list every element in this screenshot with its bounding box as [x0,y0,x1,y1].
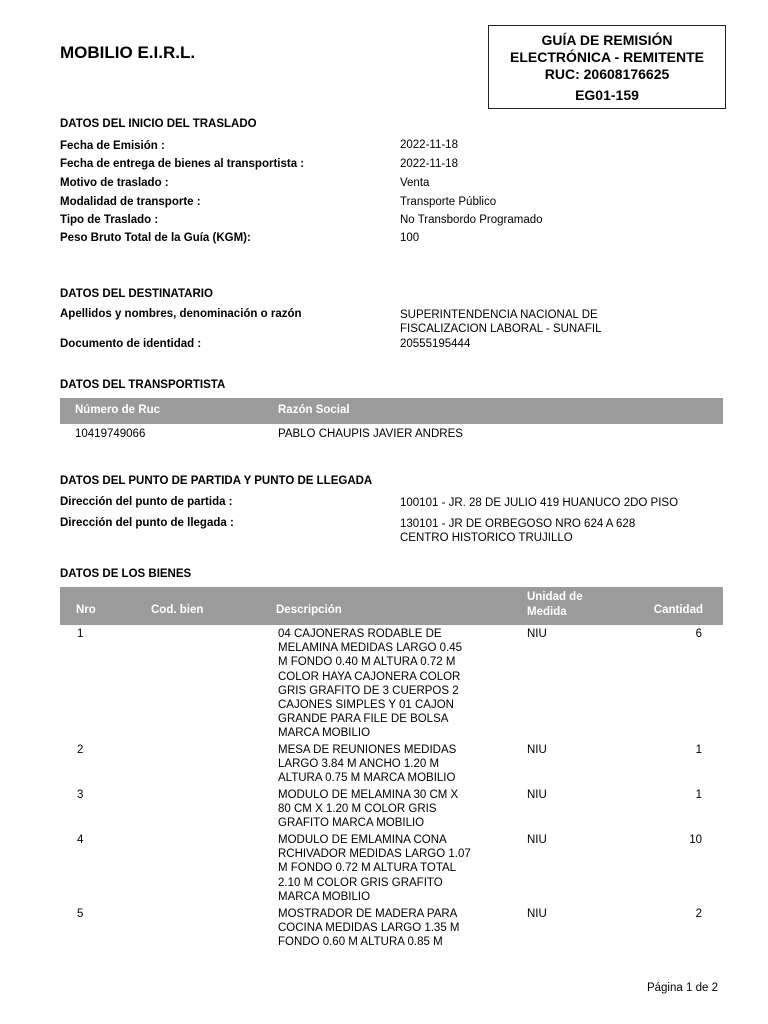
row-descripcion: MOSTRADOR DE MADERA PARA COCINA MEDIDAS LARGO 1.35 M FONDO 0.60 M ALTURA 0.85 M [278,908,460,949]
row-unidad: NIU [527,744,547,756]
field-value-punto-llegada [400,517,635,545]
col-header-descripcion: Descripción [276,604,342,616]
punto-llegada-line-1: 130101 - JR DE ORBEGOSO NRO 624 A 628 [400,518,636,530]
row-unidad: NIU [527,628,547,640]
row-unidad: NIU [527,789,547,801]
field-label-fecha-emision: Fecha de Emisión : [60,140,165,152]
bienes-table-header [60,587,723,625]
company-name: MOBILIO E.I.R.L. [60,43,196,62]
section-title-bienes: DATOS DE LOS BIENES [60,568,192,580]
field-value-peso-bruto: 100 [400,232,420,244]
col-header-unidad-line-2: Medida [527,606,567,618]
row-descripcion: MESA DE REUNIONES MEDIDAS LARGO 3.84 M ANCHO 1.20 M ALTURA 0.75 M MARCA MOBILIO [278,744,457,785]
row-cantidad: 1 [695,789,702,801]
field-label-destinatario-nombre: Apellidos y nombres, denominación o razón [60,308,302,320]
section-title-destinatario: DATOS DEL DESTINATARIO [60,288,213,300]
field-label-punto-partida: Dirección del punto de partida : [60,496,233,508]
table-row [60,833,723,907]
col-header-unidad-line-1: Unidad de [527,591,583,603]
doc-title-line-1: GUÍA DE REMISIÓN [541,32,673,48]
field-value-documento-identidad: 20555195444 [400,338,471,350]
field-label-peso-bruto: Peso Bruto Total de la Guía (KGM): [60,232,251,244]
field-label-motivo: Motivo de traslado : [60,177,169,189]
transportista-razon-social: PABLO CHAUPIS JAVIER ANDRES [278,428,463,440]
row-nro: 4 [77,834,84,846]
row-cantidad: 1 [695,744,702,756]
page-total: 2 [711,982,718,994]
row-nro: 3 [77,789,84,801]
document-title-box [488,25,726,109]
bienes-table-body [60,627,723,952]
table-row [60,743,723,788]
row-cantidad: 6 [695,628,702,640]
col-header-numero-ruc: Número de Ruc [75,404,160,416]
field-label-modalidad: Modalidad de transporte : [60,196,201,208]
field-value-modalidad: Transporte Público [400,196,497,208]
field-value-punto-partida: 100101 - JR. 28 DE JULIO 419 HUANUCO 2DO PISO [400,497,679,509]
transportista-table-header [60,398,723,424]
table-row [60,907,723,952]
col-header-cod-bien: Cod. bien [151,604,204,616]
doc-title-line-2: ELECTRÓNICA - REMITENTE [510,49,704,65]
table-row [60,788,723,833]
col-header-cantidad: Cantidad [653,604,703,616]
field-label-tipo-traslado: Tipo de Traslado : [60,214,159,226]
row-cantidad: 10 [689,834,702,846]
punto-llegada-line-2: CENTRO HISTORICO TRUJILLO [400,532,573,544]
page-current: 1 [685,982,693,994]
field-label-documento-identidad: Documento de identidad : [60,338,202,350]
row-nro: 2 [77,744,84,756]
field-value-fecha-emision: 2022-11-18 [400,139,458,151]
row-unidad: NIU [527,834,547,846]
field-value-motivo: Venta [400,177,430,189]
section-title-puntos: DATOS DEL PUNTO DE PARTIDA Y PUNTO DE LLEGADA [60,475,373,487]
row-descripcion: MODULO DE EMLAMINA CONA RCHIVADOR MEDIDAS LARGO 1.07 M FONDO 0.72 M ALTURA TOTAL 2.10 M COLOR GRIS GRAFITO MARCA MOBILIO [278,834,471,903]
issuer-ruc: RUC: 20608176625 [544,66,670,82]
row-nro: 1 [77,628,84,640]
row-cantidad: 2 [695,908,702,920]
page-of: de [695,982,709,994]
field-value-destinatario-nombre [400,308,602,336]
transportista-ruc: 10419749066 [75,428,146,440]
field-label-punto-llegada: Dirección del punto de llegada : [60,517,234,529]
row-nro: 5 [77,908,84,920]
col-header-nro: Nro [76,604,96,616]
page-label: Página [646,982,683,994]
section-title-inicio-traslado: DATOS DEL INICIO DEL TRASLADO [60,118,257,130]
field-value-tipo-traslado: No Transbordo Programado [400,214,543,226]
page-indicator [647,982,718,994]
field-label-fecha-entrega: Fecha de entrega de bienes al transportista : [60,158,305,170]
row-unidad: NIU [527,908,547,920]
table-row [60,627,723,743]
destinatario-nombre-line-2: FISCALIZACION LABORAL - SUNAFIL [400,323,602,335]
section-title-transportista: DATOS DEL TRANSPORTISTA [60,379,226,391]
col-header-razon-social: Razón Social [278,404,350,416]
destinatario-nombre-line-1: SUPERINTENDENCIA NACIONAL DE [400,309,598,321]
row-descripcion: 04 CAJONERAS RODABLE DE MELAMINA MEDIDAS LARGO 0.45 M FONDO 0.40 M ALTURA 0.72 M COLOR HAYA CAJONERA COLOR GRIS GRAFITO DE 3 CUERPOS 2 CAJONES SIMPLES Y 01 CAJON GRANDE PARA FILE DE BOLSA MARCA MOBILIO [278,628,463,740]
field-value-fecha-entrega: 2022-11-18 [400,158,458,170]
row-descripcion: MODULO DE MELAMINA 30 CM X 80 CM X 1.20 M COLOR GRIS GRAFITO MARCA MOBILIO [278,789,459,830]
document-number: EG01-159 [575,87,639,103]
